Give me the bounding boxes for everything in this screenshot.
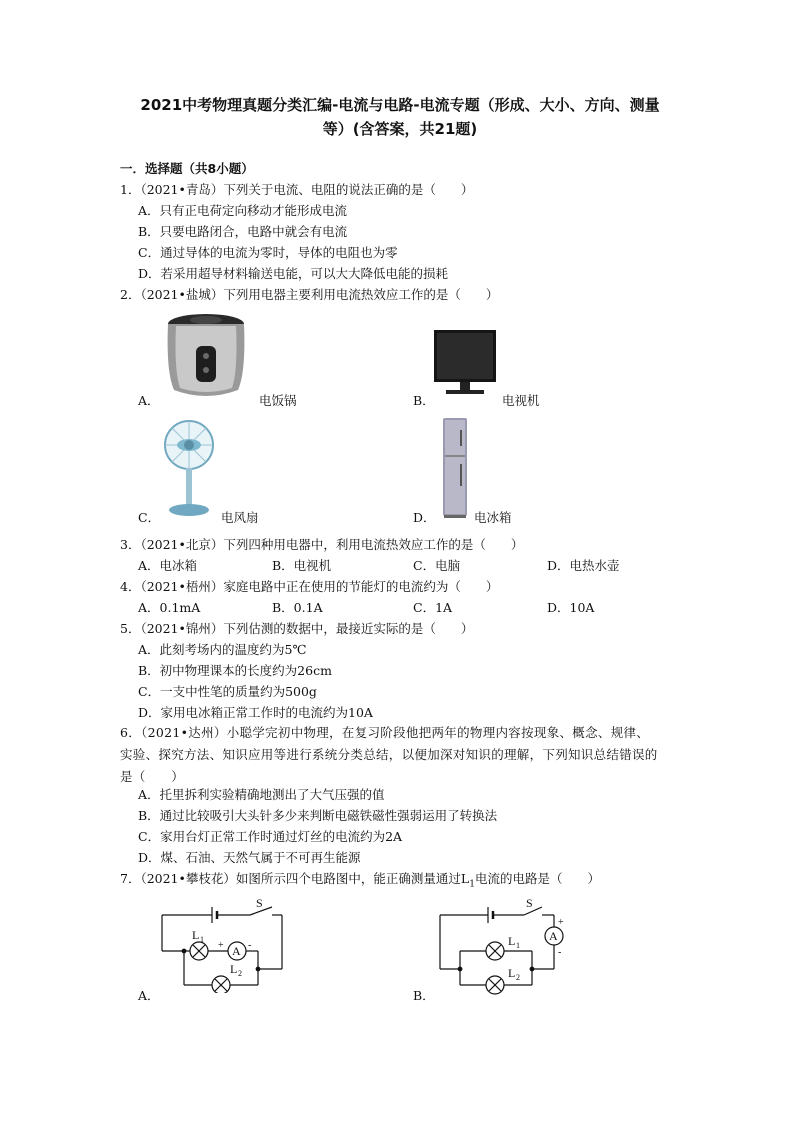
lamp-l1-label-b: L (508, 934, 516, 948)
lamp-l1-sub-a: 1 (200, 935, 204, 944)
q7-stem-subscript: 1 (469, 879, 475, 890)
q1-option-a: A．只有正电荷定向移动才能形成电流 (138, 203, 348, 218)
q3-option-b: B．电视机 (272, 558, 332, 573)
q6-stem: 6．（2021•达州）小聪学完初中物理，在复习阶段他把两年的物理内容按现象、概念、规律、实验、探究方法、知识应用等进行系统分类总结，以便加深对知识的理解，下列知识总结错误的是（ ） (120, 725, 658, 784)
circuit-diagram-b (428, 893, 578, 997)
q4-option-a: A．0.1mA (138, 600, 201, 615)
q4-option-d: D．10A (547, 600, 595, 615)
switch-label-b: S (526, 896, 533, 910)
television-image (432, 326, 498, 398)
lamp-l2-sub-b: 2 (516, 973, 520, 982)
ammeter-plus-b: + (558, 917, 564, 928)
q3-option-c: C．电脑 (413, 558, 461, 573)
q6-option-a: A．托里拆利实验精确地测出了大气压强的值 (138, 787, 385, 802)
title-line-1: 2021中考物理真题分类汇编-电流与电路-电流专题（形成、大小、方向、测量 (140, 96, 660, 114)
q4-option-b: B．0.1A (272, 600, 323, 615)
q2-option-d-letter: D． (413, 510, 436, 525)
document-title (100, 93, 700, 141)
electric-fan-image (162, 418, 216, 518)
q5-option-b: B．初中物理课本的长度约为26cm (138, 663, 332, 678)
q1-option-b: B．只要电路闭合，电路中就会有电流 (138, 224, 348, 239)
lamp-l1-sub-b: 1 (516, 941, 520, 950)
ammeter-minus-b: - (558, 947, 562, 958)
q7-stem-text: 7．（2021•攀枝花）如图所示四个电路图中，能正确测量通过L (120, 871, 470, 886)
circuit-diagram-a (150, 893, 290, 993)
title-line-2: 等）(含答案，共21题) (322, 120, 478, 138)
section-heading: 一．选择题（共8小题） (120, 161, 254, 176)
ammeter-plus-a: + (218, 940, 224, 951)
q2-option-c-label: 电风扇 (221, 510, 259, 525)
q4-option-c: C．1A (413, 600, 453, 615)
q4-stem: 4．（2021•梧州）家庭电路中正在使用的节能灯的电流约为（ ） (120, 579, 499, 594)
q3-stem: 3．（2021•北京）下列四种用电器中，利用电流热效应工作的是（ ） (120, 537, 524, 552)
q2-option-d-label: 电冰箱 (474, 510, 512, 525)
q7-stem-text-end: 电流的电路是（ ） (474, 871, 600, 886)
q2-option-c-letter: C． (138, 510, 161, 525)
ammeter-label-b: A (549, 929, 558, 943)
q5-option-c: C．一支中性笔的质量约为500g (138, 684, 317, 699)
q1-option-d: D．若采用超导材料输送电能，可以大大降低电能的损耗 (138, 266, 449, 281)
q6-option-c: C．家用台灯正常工作时通过灯丝的电流约为2A (138, 829, 403, 844)
q7-stem (120, 870, 600, 894)
lamp-l2-sub-a: 2 (238, 969, 242, 978)
q2-option-a-letter: A． (138, 393, 160, 408)
q3-option-a: A．电冰箱 (138, 558, 198, 573)
q5-stem: 5．（2021•锦州）下列估测的数据中，最接近实际的是（ ） (120, 621, 474, 636)
q1-option-c: C．通过导体的电流为零时，导体的电阻也为零 (138, 245, 398, 260)
q3-option-d: D．电热水壶 (547, 558, 620, 573)
refrigerator-image (440, 416, 470, 520)
switch-label-a: S (256, 896, 263, 910)
lamp-l2-label-a: L (230, 962, 238, 976)
q5-option-a: A．此刻考场内的温度约为5℃ (138, 642, 307, 657)
ammeter-minus-a: - (248, 940, 252, 951)
q6-option-d: D．煤、石油、天然气属于不可再生能源 (138, 850, 361, 865)
ammeter-label-a: A (232, 944, 241, 958)
q2-option-a-label: 电饭锅 (259, 393, 297, 408)
lamp-l2-label-b: L (508, 966, 516, 980)
q7-option-b-letter: B． (413, 988, 435, 1003)
q6-option-b: B．通过比较吸引大头针多少来判断电磁铁磁性强弱运用了转换法 (138, 808, 498, 823)
lamp-l1-label-a: L (192, 928, 200, 942)
q7-option-a-letter: A． (138, 988, 160, 1003)
q2-option-b-letter: B． (413, 393, 435, 408)
rice-cooker-image (160, 310, 252, 402)
q5-option-d: D．家用电冰箱正常工作时的电流约为10A (138, 705, 373, 720)
q2-stem: 2．（2021•盐城）下列用电器主要利用电流热效应工作的是（ ） (120, 287, 499, 302)
q1-stem: 1．（2021•青岛）下列关于电流、电阻的说法正确的是（ ） (120, 182, 474, 197)
q2-option-b-label: 电视机 (502, 393, 540, 408)
